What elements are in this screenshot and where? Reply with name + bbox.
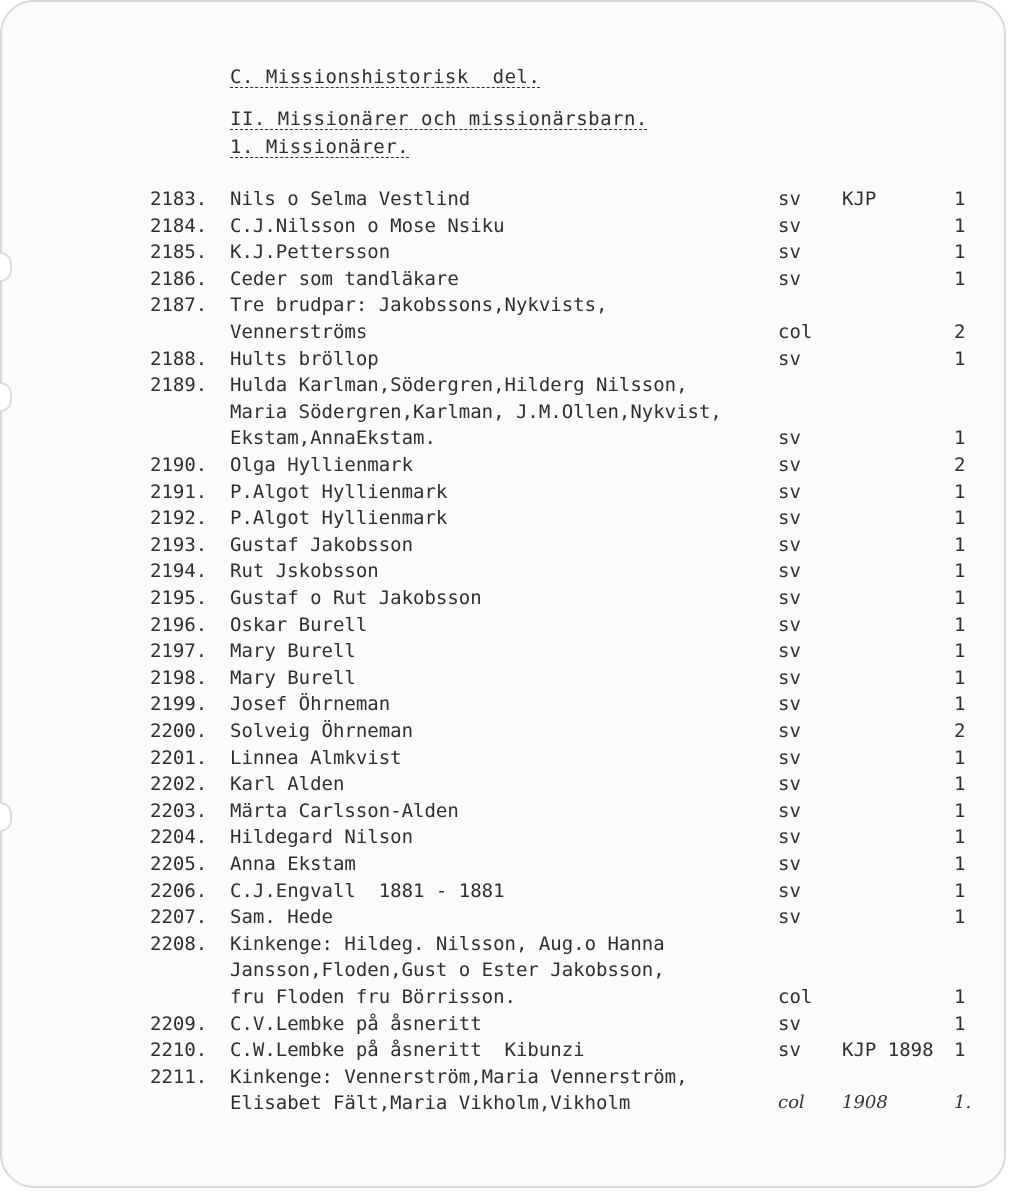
entry-count: 1 bbox=[954, 640, 966, 663]
entry-number: 2186. bbox=[150, 267, 208, 290]
entry-number: 2189. bbox=[150, 374, 208, 397]
entry-title-line: C.V.Lembke på åsneritt bbox=[230, 1012, 482, 1035]
entry-title-line: Ceder som tandläkare bbox=[230, 267, 459, 290]
entry-title-line: Solveig Öhrneman bbox=[230, 720, 414, 742]
entry-title-line: Mary Burell bbox=[230, 640, 356, 663]
entry-count: 1 bbox=[954, 427, 966, 450]
entry-title-line: K.J.Pettersson bbox=[230, 241, 391, 264]
entry-title-line: Gustaf Jakobsson bbox=[230, 533, 414, 556]
entry-number: 2205. bbox=[150, 853, 208, 875]
entry-extra: KJP 1898 bbox=[842, 1039, 934, 1062]
entry-extra: KJP bbox=[842, 188, 877, 210]
entry-title-line: Mary Burell bbox=[230, 666, 356, 689]
entry-title-line: Rut Jskobsson bbox=[230, 560, 379, 583]
entry-title-line: fru Floden fru Börrisson. bbox=[230, 986, 516, 1008]
entry-count: 1 bbox=[954, 773, 966, 796]
entry-title-line: Ekstam,AnnaEkstam. bbox=[230, 427, 436, 450]
entry-title-line: Olga Hyllienmark bbox=[230, 454, 414, 476]
entry-count: 1 bbox=[954, 826, 966, 849]
entry-title-line: Hulda Karlman,Södergren,Hilderg Nilsson, bbox=[230, 374, 688, 397]
entry-number: 2190. bbox=[150, 454, 208, 476]
entry-number: 2194. bbox=[150, 560, 208, 583]
entry-count: 1 bbox=[954, 188, 966, 210]
entry-extra: 1908 bbox=[842, 1092, 888, 1114]
entry-title-line: C.J.Engvall 1881 - 1881 bbox=[230, 879, 505, 902]
entry-language: sv bbox=[778, 666, 801, 689]
punch-hole bbox=[0, 252, 12, 282]
entry-language: sv bbox=[778, 906, 801, 929]
entry-number: 2207. bbox=[150, 906, 208, 929]
entry-language: sv bbox=[778, 454, 801, 476]
entry-language: sv bbox=[778, 587, 801, 609]
entry-count: 1 bbox=[954, 879, 966, 902]
entry-count: 1 bbox=[954, 666, 966, 689]
entry-title-line: Vennerströms bbox=[230, 321, 368, 343]
entry-count: 1 bbox=[954, 799, 966, 822]
entry-count: 1 bbox=[954, 693, 966, 716]
entry-count: 1 bbox=[954, 1012, 966, 1035]
entry-count: 1 bbox=[954, 746, 966, 769]
entry-language: sv bbox=[778, 613, 801, 636]
entry-language: sv bbox=[778, 533, 801, 556]
punch-hole bbox=[0, 802, 12, 832]
entry-language: sv bbox=[778, 879, 801, 902]
entry-count: 1 bbox=[954, 347, 966, 370]
heading-section: II. Missionärer och missionärsbarn. bbox=[230, 108, 648, 130]
entry-language: sv bbox=[778, 267, 801, 290]
entry-language: sv bbox=[778, 241, 801, 264]
entry-language: sv bbox=[778, 347, 801, 370]
entry-title-line: Karl Alden bbox=[230, 773, 345, 796]
punch-hole bbox=[0, 382, 12, 412]
entry-title-line: Linnea Almkvist bbox=[230, 746, 402, 769]
entry-count: 1 bbox=[954, 267, 966, 290]
entry-language: sv bbox=[778, 773, 801, 796]
entry-language: sv bbox=[778, 720, 801, 742]
entry-language: sv bbox=[778, 746, 801, 769]
entry-title-line: Kinkenge: Vennerström,Maria Vennerström, bbox=[230, 1065, 688, 1088]
entry-language: sv bbox=[778, 188, 801, 210]
entry-language: sv bbox=[778, 799, 801, 822]
entry-count: 2 bbox=[954, 454, 966, 476]
entry-number: 2203. bbox=[150, 799, 208, 822]
entry-number: 2191. bbox=[150, 480, 208, 503]
entry-title-line: Josef Öhrneman bbox=[230, 693, 391, 716]
entry-language: sv bbox=[778, 507, 801, 530]
entry-number: 2204. bbox=[150, 826, 208, 849]
entry-language: sv bbox=[778, 1039, 801, 1062]
entry-language: col bbox=[778, 321, 813, 343]
entry-title-line: Maria Södergren,Karlman, J.M.Ollen,Nykvist, bbox=[230, 400, 722, 423]
entry-title-line: C.J.Nilsson o Mose Nsiku bbox=[230, 214, 505, 237]
entry-language: sv bbox=[778, 480, 801, 503]
entry-count: 1. bbox=[954, 1092, 972, 1114]
entry-number: 2201. bbox=[150, 746, 208, 769]
entry-title-line: Jansson,Floden,Gust o Ester Jakobsson, bbox=[230, 959, 665, 982]
entry-number: 2209. bbox=[150, 1012, 208, 1035]
entry-title-line: Hildegard Nilson bbox=[230, 826, 414, 849]
entry-count: 1 bbox=[954, 241, 966, 264]
entry-number: 2197. bbox=[150, 640, 208, 663]
entry-title-line: Anna Ekstam bbox=[230, 853, 356, 875]
entry-language: sv bbox=[778, 1012, 801, 1035]
entry-count: 1 bbox=[954, 560, 966, 583]
entry-number: 2210. bbox=[150, 1039, 208, 1062]
entry-count: 2 bbox=[954, 720, 966, 742]
entry-language: sv bbox=[778, 853, 801, 875]
entry-title-line: Nils o Selma Vestlind bbox=[230, 188, 471, 210]
entry-number: 2193. bbox=[150, 533, 208, 556]
entry-number: 2202. bbox=[150, 773, 208, 796]
entry-number: 2192. bbox=[150, 507, 208, 530]
entry-count: 1 bbox=[954, 533, 966, 556]
entry-language: col bbox=[778, 1092, 805, 1114]
heading-subsection: 1. Missionärer. bbox=[230, 136, 410, 158]
entry-count: 1 bbox=[954, 986, 966, 1008]
entry-number: 2183. bbox=[150, 188, 208, 210]
entry-number: 2199. bbox=[150, 693, 208, 716]
entry-number: 2196. bbox=[150, 613, 208, 636]
entry-language: sv bbox=[778, 427, 801, 450]
entry-number: 2184. bbox=[150, 214, 208, 237]
entry-count: 1 bbox=[954, 480, 966, 503]
entry-count: 1 bbox=[954, 507, 966, 530]
entry-title-line: Kinkenge: Hildeg. Nilsson, Aug.o Hanna bbox=[230, 932, 665, 955]
entry-title-line: Gustaf o Rut Jakobsson bbox=[230, 587, 482, 609]
entry-number: 2198. bbox=[150, 666, 208, 689]
entry-language: sv bbox=[778, 214, 801, 237]
entry-title-line: Märta Carlsson-Alden bbox=[230, 799, 459, 822]
entry-count: 2 bbox=[954, 321, 966, 343]
entry-count: 1 bbox=[954, 906, 966, 929]
entry-title-line: Sam. Hede bbox=[230, 906, 333, 929]
entry-number: 2206. bbox=[150, 879, 208, 902]
heading-part: C. Missionshistorisk del. bbox=[230, 66, 541, 88]
entry-title-line: Hults bröllop bbox=[230, 347, 379, 370]
entry-count: 1 bbox=[954, 853, 966, 875]
entry-number: 2208. bbox=[150, 932, 208, 955]
entry-number: 2195. bbox=[150, 587, 208, 609]
entry-title-line: Elisabet Fält,Maria Vikholm,Vikholm bbox=[230, 1092, 631, 1115]
entry-title-line: P.Algot Hyllienmark bbox=[230, 480, 448, 503]
entry-count: 1 bbox=[954, 1039, 966, 1062]
entry-language: sv bbox=[778, 640, 801, 663]
entry-number: 2200. bbox=[150, 720, 208, 742]
entry-title-line: C.W.Lembke på åsneritt Kibunzi bbox=[230, 1039, 585, 1062]
entry-count: 1 bbox=[954, 214, 966, 237]
entry-number: 2185. bbox=[150, 241, 208, 264]
entry-number: 2187. bbox=[150, 294, 208, 317]
entry-language: sv bbox=[778, 693, 801, 716]
entry-language: sv bbox=[778, 826, 801, 849]
entry-number: 2188. bbox=[150, 347, 208, 370]
entry-count: 1 bbox=[954, 613, 966, 636]
entry-count: 1 bbox=[954, 587, 966, 609]
entry-title-line: P.Algot Hyllienmark bbox=[230, 507, 448, 530]
entry-language: col bbox=[778, 986, 813, 1008]
entry-title-line: Oskar Burell bbox=[230, 613, 368, 636]
entry-title-line: Tre brudpar: Jakobssons,Nykvists, bbox=[230, 294, 608, 317]
entry-number: 2211. bbox=[150, 1065, 208, 1088]
entry-language: sv bbox=[778, 560, 801, 583]
